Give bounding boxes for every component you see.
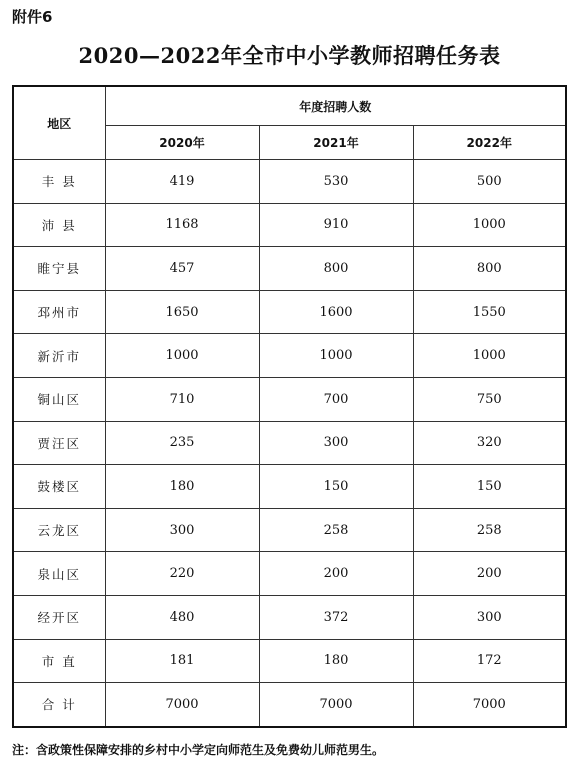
table-row — [13, 247, 566, 291]
value-cell: 500 — [413, 160, 566, 204]
table-row — [13, 508, 566, 552]
value-cell: 800 — [413, 247, 566, 291]
table-row — [13, 377, 566, 421]
value-cell: 7000 — [105, 683, 259, 727]
value-cell: 300 — [105, 508, 259, 552]
table-row — [13, 334, 566, 378]
table-row — [13, 639, 566, 683]
table-row — [13, 465, 566, 509]
value-cell: 1168 — [105, 203, 259, 247]
region-header: 地区 — [13, 86, 105, 160]
value-cell: 180 — [105, 465, 259, 509]
region-cell: 沛 县 — [13, 203, 105, 247]
region-cell: 合 计 — [13, 683, 105, 727]
value-cell: 320 — [413, 421, 566, 465]
table-row — [13, 290, 566, 334]
value-cell: 710 — [105, 377, 259, 421]
value-cell: 200 — [413, 552, 566, 596]
region-cell: 贾汪区 — [13, 421, 105, 465]
value-cell: 1550 — [413, 290, 566, 334]
value-cell: 800 — [259, 247, 413, 291]
value-cell: 1650 — [105, 290, 259, 334]
value-cell: 172 — [413, 639, 566, 683]
year-header: 2021年 — [259, 126, 413, 160]
value-cell: 220 — [105, 552, 259, 596]
region-cell: 铜山区 — [13, 377, 105, 421]
value-cell: 1000 — [259, 334, 413, 378]
value-cell: 258 — [413, 508, 566, 552]
page-title: 2020—2022年全市中小学教师招聘任务表 — [78, 43, 501, 68]
year-header: 2020年 — [105, 126, 259, 160]
value-cell: 7000 — [259, 683, 413, 727]
region-cell: 鼓楼区 — [13, 465, 105, 509]
value-cell: 372 — [259, 595, 413, 639]
value-cell: 419 — [105, 160, 259, 204]
table-row — [13, 595, 566, 639]
year-header: 2022年 — [413, 126, 566, 160]
attachment-label: 附件6 — [12, 8, 53, 26]
region-cell: 邳州市 — [13, 290, 105, 334]
value-cell: 181 — [105, 639, 259, 683]
region-cell: 睢宁县 — [13, 247, 105, 291]
table-row — [13, 552, 566, 596]
value-cell: 1000 — [105, 334, 259, 378]
recruitment-table — [12, 85, 567, 728]
value-cell: 200 — [259, 552, 413, 596]
value-cell: 480 — [105, 595, 259, 639]
value-cell: 300 — [413, 595, 566, 639]
value-cell: 258 — [259, 508, 413, 552]
region-cell: 新沂市 — [13, 334, 105, 378]
table-row — [13, 160, 566, 204]
value-cell: 1000 — [413, 203, 566, 247]
value-cell: 457 — [105, 247, 259, 291]
table-row — [13, 203, 566, 247]
value-cell: 910 — [259, 203, 413, 247]
table-row — [13, 683, 566, 727]
group-header: 年度招聘人数 — [105, 86, 566, 126]
value-cell: 180 — [259, 639, 413, 683]
value-cell: 700 — [259, 377, 413, 421]
value-cell: 1000 — [413, 334, 566, 378]
value-cell: 150 — [259, 465, 413, 509]
region-cell: 经开区 — [13, 595, 105, 639]
value-cell: 7000 — [413, 683, 566, 727]
value-cell: 150 — [413, 465, 566, 509]
region-cell: 云龙区 — [13, 508, 105, 552]
table-row — [13, 421, 566, 465]
value-cell: 300 — [259, 421, 413, 465]
value-cell: 750 — [413, 377, 566, 421]
value-cell: 1600 — [259, 290, 413, 334]
value-cell: 235 — [105, 421, 259, 465]
region-cell: 市 直 — [13, 639, 105, 683]
region-cell: 丰 县 — [13, 160, 105, 204]
region-cell: 泉山区 — [13, 552, 105, 596]
value-cell: 530 — [259, 160, 413, 204]
footnote: 注：含政策性保障安排的乡村中小学定向师范生及免费幼儿师范男生。 — [12, 743, 385, 757]
